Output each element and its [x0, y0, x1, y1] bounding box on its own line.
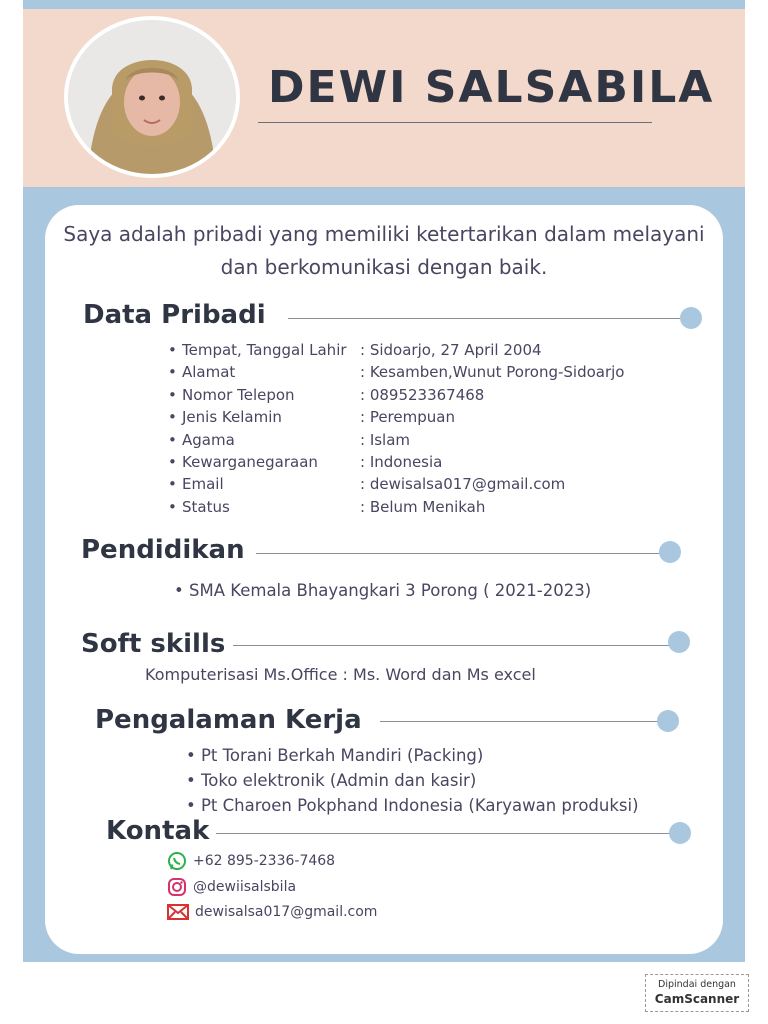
- section-rule: [380, 721, 658, 722]
- contact-instagram-text: @dewiisalsbila: [193, 879, 297, 895]
- personal-data-row: • Alamat : Kesamben,Wunut Porong-Sidoarjo: [168, 361, 625, 383]
- field-value: : Kesamben,Wunut Porong-Sidoarjo: [360, 363, 625, 382]
- field-value: : dewisalsa017@gmail.com: [360, 475, 566, 494]
- watermark-line2: CamScanner: [654, 992, 740, 1006]
- field-label: Kewarganegaraan: [182, 453, 318, 472]
- personal-data-row: • Jenis Kelamin : Perempuan: [168, 406, 625, 428]
- intro-text: Saya adalah pribadi yang memiliki ketertarikan dalam melayani dan berkomunikasi dengan baik.: [63, 222, 705, 279]
- field-label: Agama: [182, 430, 235, 449]
- experience-list: [186, 743, 639, 818]
- personal-data-row: • Tempat, Tanggal Lahir : Sidoarjo, 27 April 2004: [168, 339, 625, 361]
- person-name: DEWI SALSABILA: [268, 62, 715, 113]
- camscanner-watermark: [645, 974, 749, 1012]
- field-label: Nomor Telepon: [182, 385, 295, 404]
- section-dot: [659, 541, 681, 563]
- section-rule: [233, 645, 669, 646]
- section-rule: [216, 833, 670, 834]
- contact-email: [167, 903, 377, 921]
- field-value: : Sidoarjo, 27 April 2004: [360, 341, 542, 359]
- section-dot: [669, 822, 691, 844]
- field-value: : Islam: [360, 430, 411, 449]
- whatsapp-icon: [167, 851, 187, 871]
- field-value: : 089523367468: [360, 385, 485, 404]
- mail-icon: [167, 903, 189, 921]
- instagram-icon: [167, 877, 187, 897]
- section-dot: [657, 710, 679, 732]
- field-label: Jenis Kelamin: [182, 408, 282, 427]
- personal-data-row: • Nomor Telepon : 089523367468: [168, 384, 625, 406]
- section-title-pengalaman-kerja: Pengalaman Kerja: [95, 705, 362, 735]
- list-item: • Pt Charoen Pokphand Indonesia (Karyawan produksi): [186, 796, 639, 815]
- contact-phone: [167, 851, 335, 871]
- watermark-line1: Dipindai dengan: [658, 979, 736, 990]
- personal-data-row: • Kewarganegaraan : Indonesia: [168, 451, 625, 473]
- name-underline: [258, 122, 652, 123]
- personal-data-row: • Agama : Islam: [168, 429, 625, 451]
- field-label: Tempat, Tanggal Lahir: [182, 341, 347, 359]
- section-title-pendidikan: Pendidikan: [81, 535, 245, 565]
- section-title-kontak: Kontak: [106, 816, 210, 846]
- education-item: SMA Kemala Bhayangkari 3 Porong ( 2021-2023): [188, 581, 592, 600]
- profile-photo: [64, 16, 240, 178]
- field-label: Email: [182, 475, 224, 494]
- field-value: : Indonesia: [360, 453, 443, 472]
- experience-item: Toko elektronik (Admin dan kasir): [200, 771, 477, 790]
- contact-email-text: dewisalsa017@gmail.com: [195, 904, 378, 920]
- section-title-data-pribadi: Data Pribadi: [83, 300, 266, 330]
- list-item: • Toko elektronik (Admin dan kasir): [186, 771, 477, 790]
- soft-skills-text: Komputerisasi Ms.Office : Ms. Word dan Ms excel: [145, 665, 536, 684]
- list-item: • SMA Kemala Bhayangkari 3 Porong ( 2021-2023): [174, 581, 592, 600]
- contact-phone-text: +62 895-2336-7468: [193, 853, 336, 869]
- field-label: Status: [182, 497, 230, 516]
- list-item: • Pt Torani Berkah Mandiri (Packing): [186, 746, 484, 765]
- personal-data-row: • Email : dewisalsa017@gmail.com: [168, 473, 625, 495]
- experience-item: Pt Charoen Pokphand Indonesia (Karyawan produksi): [200, 796, 639, 815]
- contact-instagram: [167, 877, 296, 897]
- education-list: [174, 578, 591, 603]
- field-value: : Perempuan: [360, 408, 455, 427]
- field-value: : Belum Menikah: [360, 497, 486, 516]
- section-rule: [288, 318, 680, 319]
- experience-item: Pt Torani Berkah Mandiri (Packing): [200, 746, 484, 765]
- section-dot: [680, 307, 702, 329]
- personal-data-row: • Status : Belum Menikah: [168, 496, 625, 518]
- personal-data-list: [168, 339, 625, 518]
- section-rule: [256, 553, 660, 554]
- section-title-soft-skills: Soft skills: [81, 629, 226, 659]
- section-dot: [668, 631, 690, 653]
- field-label: Alamat: [182, 363, 236, 382]
